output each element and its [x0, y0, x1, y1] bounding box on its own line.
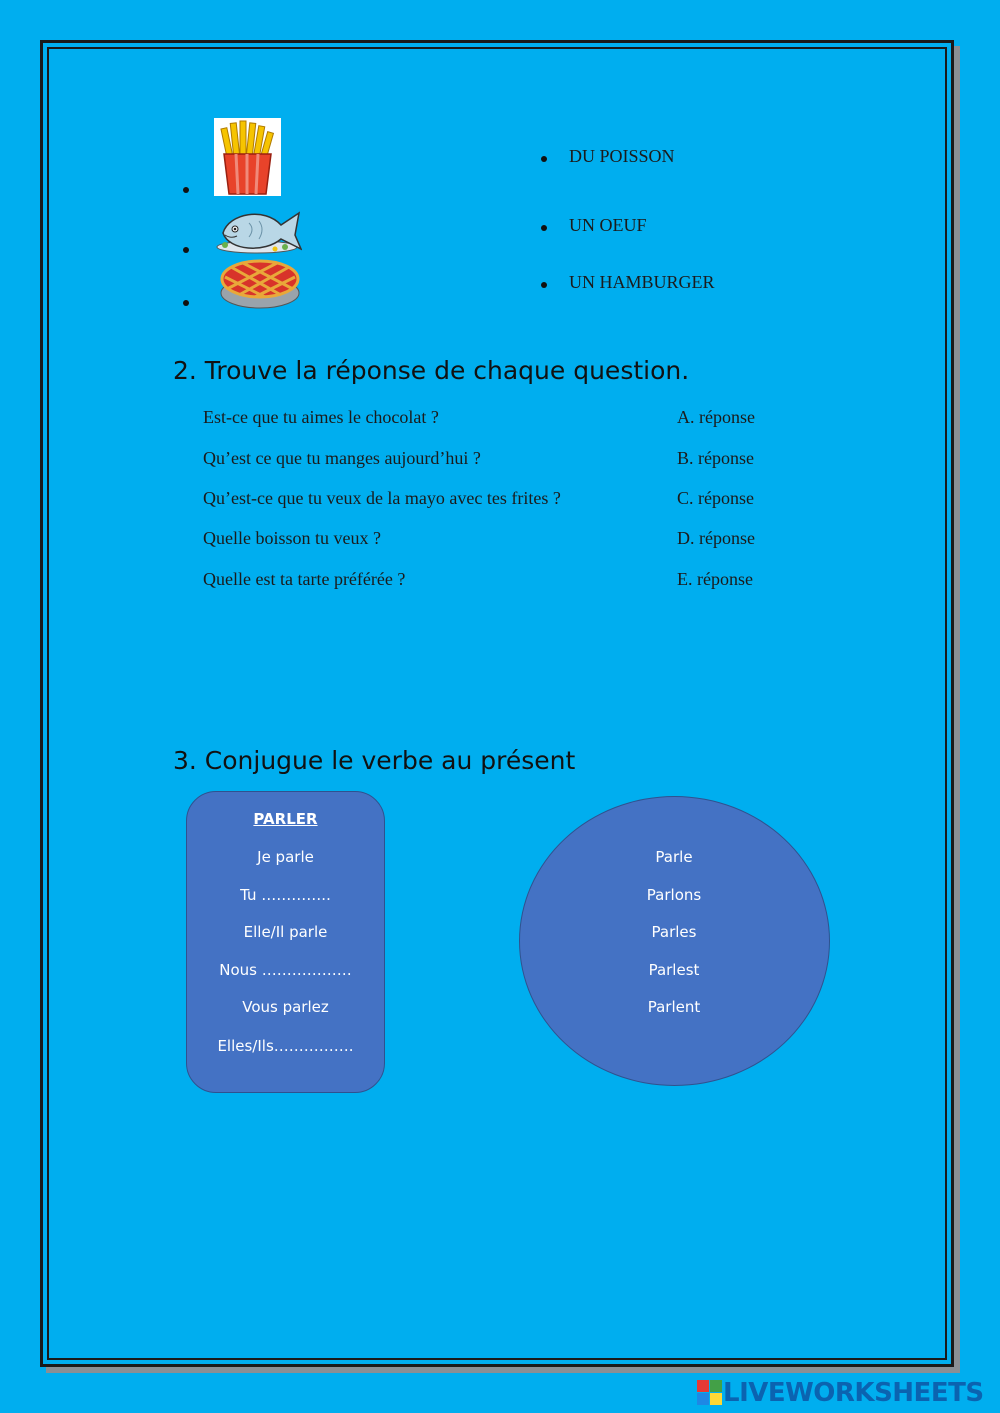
answer-slot[interactable]: D. réponse [677, 528, 755, 548]
option-word[interactable]: Parlent [647, 998, 701, 1016]
list-bullet [541, 156, 547, 162]
page-frame-inner [47, 47, 947, 1360]
fries-image [214, 118, 281, 196]
liveworksheets-logo [697, 1378, 984, 1408]
logo-icon [697, 1380, 723, 1406]
list-bullet [183, 187, 189, 193]
list-bullet [541, 225, 547, 231]
question: Qu’est ce que tu manges aujourd’hui ? [203, 448, 481, 468]
pie-image [219, 257, 301, 311]
option-word[interactable]: Parle [655, 848, 693, 866]
exercise-3-heading: 3. Conjugue le verbe au présent [173, 746, 576, 775]
answer-slot[interactable]: E. réponse [677, 569, 753, 589]
conjugation-line: Elle/Il parle [243, 923, 328, 941]
exercise-2-heading: 2. Trouve la réponse de chaque question. [173, 356, 690, 385]
question: Est-ce que tu aimes le chocolat ? [203, 407, 439, 427]
conjugation-line: Je parle [257, 848, 314, 866]
option-word[interactable]: Parlest [648, 961, 700, 979]
list-bullet [183, 247, 189, 253]
question: Qu’est-ce que tu veux de la mayo avec tes frites ? [203, 488, 561, 508]
logo-text: LIVEWORKSHEETS [723, 1378, 984, 1408]
question: Quelle est ta tarte préférée ? [203, 569, 406, 589]
option-word[interactable]: Parles [651, 923, 697, 941]
food-word: UN OEUF [569, 215, 647, 235]
answer-slot[interactable]: C. réponse [677, 488, 754, 508]
conjugation-blank[interactable]: Tu ………….. [240, 886, 331, 904]
options-circle [519, 796, 830, 1086]
food-word: DU POISSON [569, 146, 675, 166]
list-bullet [183, 300, 189, 306]
list-bullet [541, 282, 547, 288]
conjugation-line: Vous parlez [242, 998, 329, 1016]
option-word[interactable]: Parlons [646, 886, 702, 904]
fish-image [215, 203, 302, 255]
food-word: UN HAMBURGER [569, 272, 715, 292]
verb-title: PARLER [253, 810, 318, 828]
answer-slot[interactable]: A. réponse [677, 407, 755, 427]
conjugation-blank[interactable]: Elles/Ils……………. [217, 1037, 354, 1055]
conjugation-blank[interactable]: Nous ……………… [219, 961, 352, 979]
answer-slot[interactable]: B. réponse [677, 448, 754, 468]
question: Quelle boisson tu veux ? [203, 528, 381, 548]
